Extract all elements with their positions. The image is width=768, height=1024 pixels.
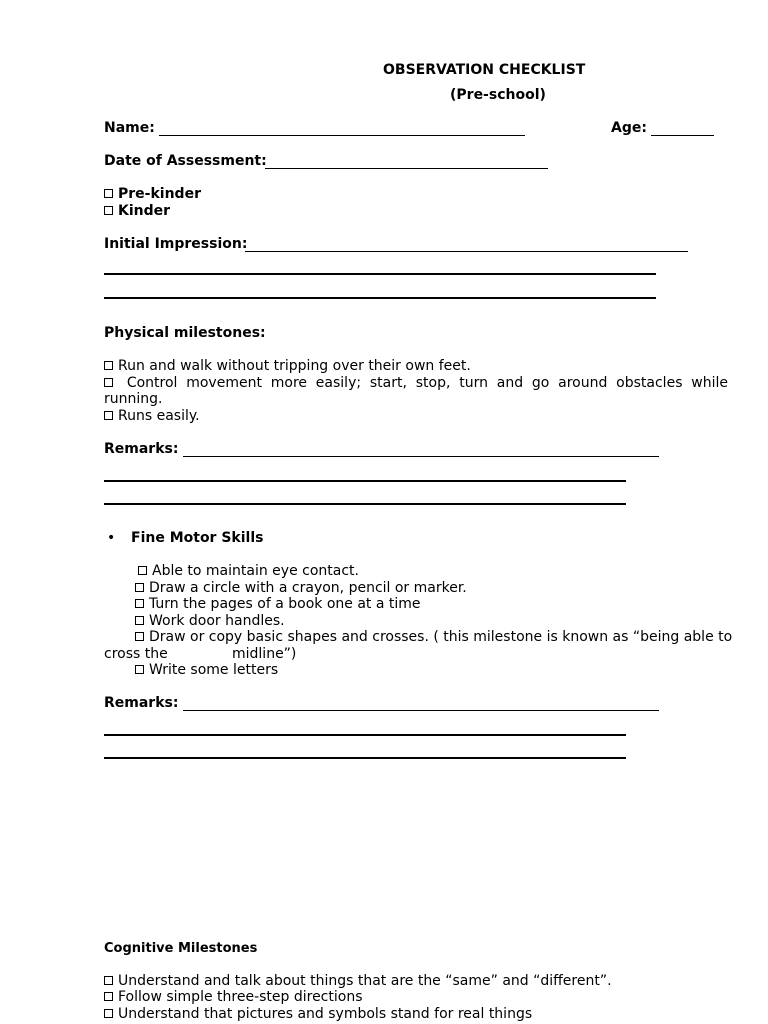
fine-motor-heading: Fine Motor Skills (131, 530, 264, 546)
physical-item-continued: running. (104, 391, 163, 407)
physical-remarks-line-2[interactable] (104, 480, 626, 482)
age-label: Age: (611, 120, 647, 136)
page-title: OBSERVATION CHECKLIST (383, 62, 586, 78)
checkbox-icon[interactable] (104, 411, 113, 420)
physical-remarks-line-3[interactable] (104, 503, 626, 505)
initial-impression-line-3[interactable] (104, 297, 656, 299)
checkbox-icon[interactable] (135, 616, 144, 625)
checkbox-icon[interactable] (104, 1009, 113, 1018)
page-subtitle: (Pre-school) (450, 87, 546, 103)
item-text: Understand that pictures and symbols stand for real things (118, 1006, 533, 1022)
fine-motor-item (138, 563, 359, 579)
checkbox-icon[interactable] (138, 566, 147, 575)
fine-motor-remarks-line-3[interactable] (104, 757, 626, 759)
checkbox-icon[interactable] (104, 992, 113, 1001)
item-text: Runs easily. (118, 408, 200, 424)
bullet-icon: • (107, 530, 116, 546)
name-field[interactable] (159, 135, 525, 136)
item-text: Run and walk without tripping over their own feet. (118, 358, 471, 374)
physical-remarks-label: Remarks: (104, 441, 179, 457)
cognitive-item (104, 973, 612, 989)
checkbox-icon[interactable] (135, 599, 144, 608)
fine-motor-item (135, 662, 278, 678)
cognitive-item (104, 1006, 532, 1022)
physical-item (104, 408, 200, 424)
initial-impression-label: Initial Impression: (104, 236, 248, 252)
item-text: Control movement more easily; start, stop, turn and go around obstacles while (126, 375, 729, 391)
option-kinder[interactable] (104, 203, 170, 219)
name-label: Name: (104, 120, 155, 136)
item-text: Work door handles. (149, 613, 285, 629)
checkbox-icon[interactable] (135, 583, 144, 592)
physical-heading: Physical milestones: (104, 325, 266, 341)
checkbox-icon[interactable] (104, 206, 113, 215)
physical-item (104, 375, 728, 392)
checkbox-icon[interactable] (135, 665, 144, 674)
checkbox-icon[interactable] (104, 976, 113, 985)
fine-motor-item (135, 613, 285, 629)
checkbox-icon[interactable] (104, 361, 113, 370)
age-field[interactable] (651, 135, 714, 136)
item-text: Draw a circle with a crayon, pencil or marker. (149, 580, 467, 596)
initial-impression-line-2[interactable] (104, 273, 656, 275)
option-label: Kinder (118, 203, 171, 219)
fine-motor-item-continued: cross the (104, 646, 168, 662)
cognitive-heading: Cognitive Milestones (104, 941, 258, 956)
checkbox-icon[interactable] (104, 378, 113, 387)
initial-impression-field[interactable] (245, 251, 688, 252)
item-text: Understand and talk about things that are the “same” and “different”. (118, 973, 612, 989)
fine-motor-remarks-label: Remarks: (104, 695, 179, 711)
option-pre-kinder[interactable] (104, 186, 201, 202)
checkbox-icon[interactable] (135, 632, 144, 641)
fine-motor-remarks-line-2[interactable] (104, 734, 626, 736)
fine-motor-item (135, 596, 421, 612)
fine-motor-remarks-field[interactable] (183, 710, 659, 711)
item-text: Able to maintain eye contact. (152, 563, 359, 579)
item-text: Follow simple three-step directions (118, 989, 363, 1005)
date-label: Date of Assessment: (104, 153, 267, 169)
date-field[interactable] (265, 168, 548, 169)
physical-item (104, 358, 471, 374)
fine-motor-item (135, 629, 732, 645)
item-text: Draw or copy basic shapes and crosses. ( this milestone is known as “being able to (149, 629, 733, 645)
option-label: Pre-kinder (118, 186, 201, 202)
item-text: Write some letters (149, 662, 279, 678)
fine-motor-item (135, 580, 467, 596)
checkbox-icon[interactable] (104, 189, 113, 198)
fine-motor-item-continued: midline”) (232, 646, 297, 662)
cognitive-item (104, 989, 363, 1005)
item-text: Turn the pages of a book one at a time (149, 596, 421, 612)
physical-remarks-field[interactable] (183, 456, 659, 457)
